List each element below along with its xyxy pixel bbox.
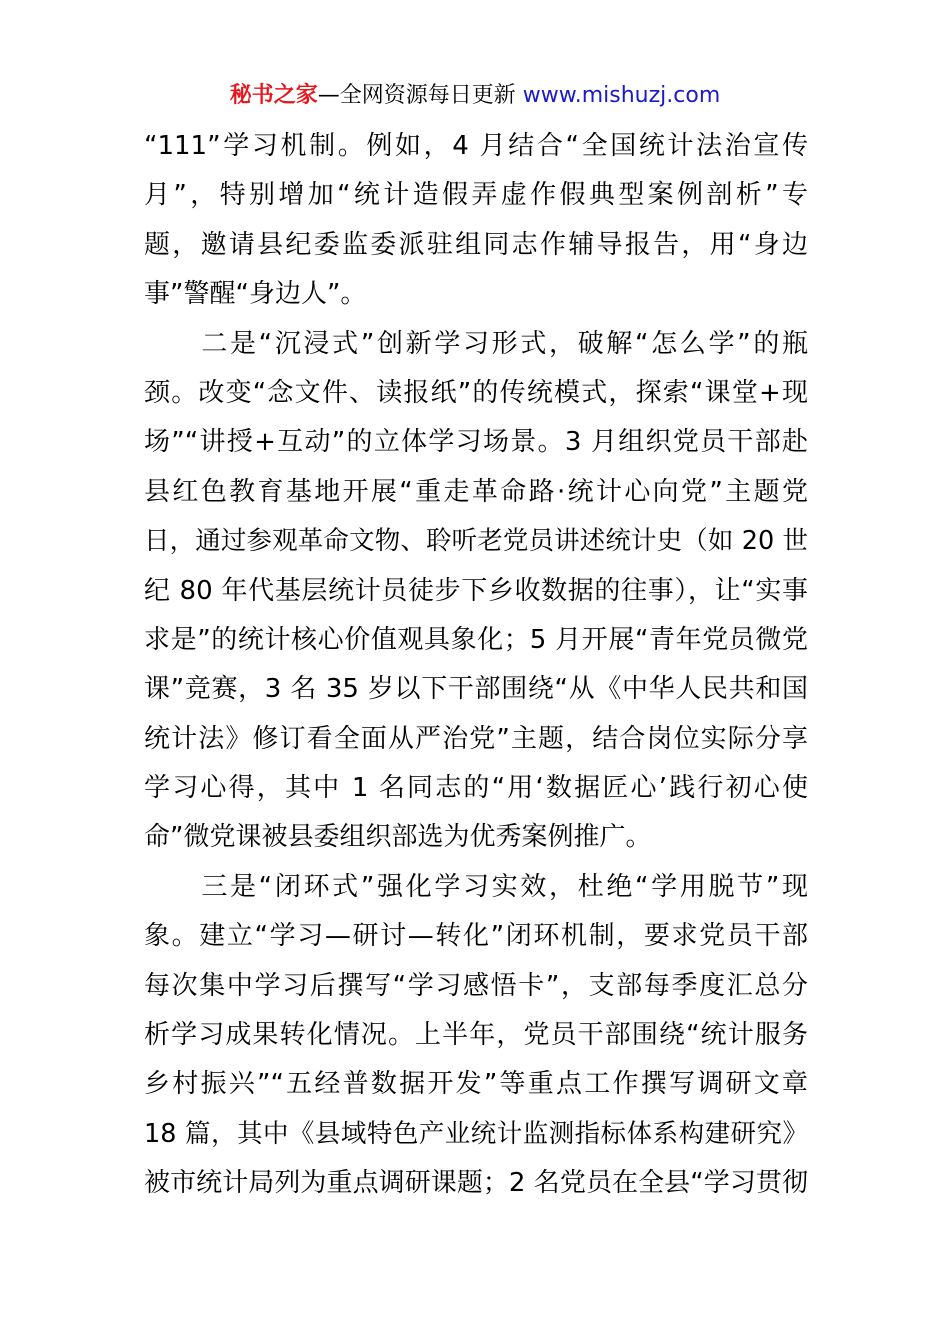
text-line: “111”学习机制。例如，4 月结合“全国统计法治宣传	[144, 131, 808, 161]
text-line: 求是”的统计核心价值观具象化；5 月开展“青年党员微党	[144, 624, 808, 655]
header-tagline: —全网资源每日更新	[317, 83, 523, 108]
text-line: 被市统计局列为重点调研课题；2 名党员在全县“学习贯彻	[144, 1168, 808, 1199]
text-line: 乡村振兴”“五经普数据开发”等重点工作撰写调研文章	[144, 1069, 808, 1100]
text-line: 三是“闭环式”强化学习实效，杜绝“学用脱节”现	[144, 871, 808, 902]
text-line: 纪 80 年代基层统计员徒步下乡收数据的往事），让“实事	[144, 575, 808, 606]
text-line: 二是“沉浸式”创新学习形式，破解“怎么学”的瓶	[144, 328, 808, 359]
text-line: 象。建立“学习—研讨—转化”闭环机制，要求党员干部	[144, 921, 808, 952]
text-line: 析学习成果转化情况。上半年，党员干部围绕“统计服务	[144, 1020, 808, 1051]
text-line: 题，邀请县纪委监委派驻组同志作辅导报告，用“身边	[144, 229, 808, 260]
text-line: 每次集中学习后撰写“学习感悟卡”，支部每季度汇总分	[144, 970, 808, 1001]
text-line: 课”竞赛，3 名 35 岁以下干部围绕“从《中华人民共和国	[144, 674, 808, 705]
text-line: 月”，特别增加“统计造假弄虚作假典型案例剖析”专	[144, 180, 808, 211]
text-line: 日，通过参观革命文物、聆听老党员讲述统计史（如 20 世	[144, 526, 808, 557]
watermark-header	[0, 80, 950, 112]
text-line: 颈。改变“念文件、读报纸”的传统模式，探索“课堂+现	[144, 377, 808, 408]
document-body	[144, 122, 808, 1209]
text-line: 统计法》修订看全面从严治党”主题，结合岗位实际分享	[144, 723, 808, 754]
text-line: 事”警醒“身边人”。	[144, 279, 367, 310]
text-line: 学习心得，其中 1 名同志的“用‘数据匠心’践行初心使	[144, 773, 808, 804]
text-line: 命”微党课被县委组织部选为优秀案例推广。	[144, 822, 652, 853]
text-line: 场”“讲授+互动”的立体学习场景。3 月组织党员干部赴	[144, 427, 808, 458]
website-link[interactable]: www.mishuzj.com	[522, 83, 721, 108]
text-line: 18 篇，其中《县域特色产业统计监测指标体系构建研究》	[144, 1118, 808, 1149]
brand-name: 秘书之家	[229, 83, 318, 108]
text-line: 县红色教育基地开展“重走革命路·统计心向党”主题党	[144, 476, 808, 507]
